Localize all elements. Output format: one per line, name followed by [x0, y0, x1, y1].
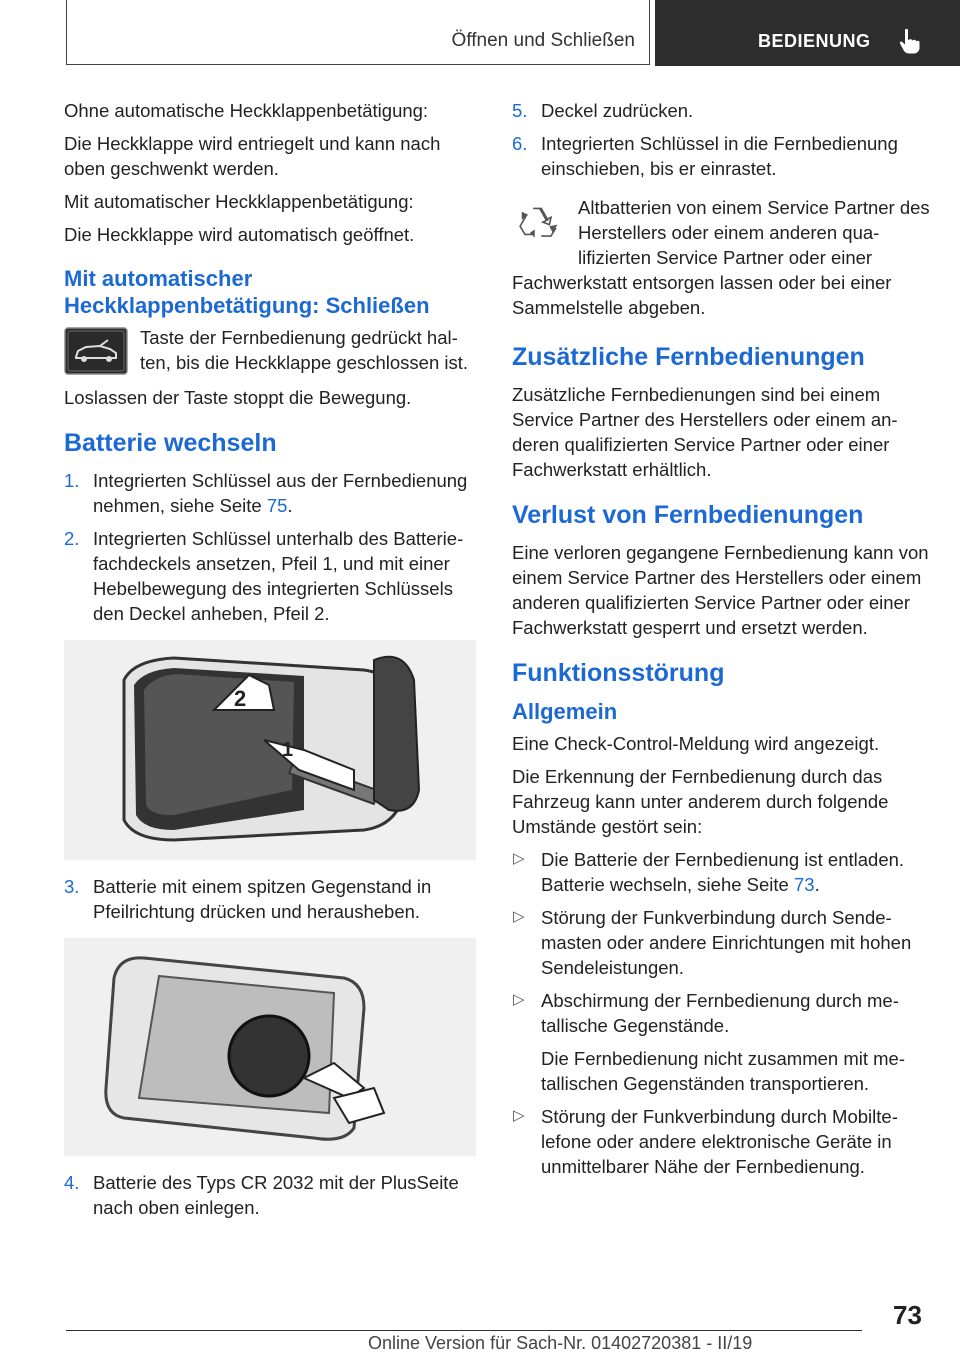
list-item: ▷ Die Batterie der Fernbedienung ist entladen. Batterie wechseln, siehe Seite 73.	[512, 847, 932, 897]
arrow-label: 2	[234, 686, 247, 711]
paragraph: Die Erkennung der Fernbedienung durch das Fahrzeug kann unter anderem durch folgende Umstände gestört sein:	[512, 766, 889, 837]
heading-extra-remotes: Zusätzliche Fernbedienungen	[512, 343, 865, 371]
triangle-bullet-icon: ▷	[513, 1107, 525, 1124]
note-text: Altbatterien von einem Service Partner des Herstellers oder einem anderen qualifizierten Service Partner oder einer Fachwerkstatt entsorgen lassen oder bei einer Sammelstelle abgeben.	[512, 197, 930, 318]
triangle-bullet-icon: ▷	[513, 908, 525, 925]
paragraph: Ohne automatische Heckklappenbetätigung:	[64, 100, 429, 121]
paragraph: Loslassen der Taste stoppt die Bewegung.	[64, 387, 412, 408]
list-number: 6.	[512, 133, 528, 154]
list-item	[64, 1170, 479, 1220]
list-subtext: Batterie wechseln, siehe Seite	[541, 874, 794, 895]
heading-lost-remotes: Verlust von Fernbedienungen	[512, 501, 864, 529]
note-recycling	[512, 195, 932, 320]
paragraph: Die Heckklappe wird entriegelt und kann nach oben geschwenkt werden.	[64, 133, 441, 179]
list-item	[64, 526, 479, 626]
right-column	[512, 98, 932, 1187]
page-link[interactable]: 75	[266, 495, 288, 516]
list-number: 1.	[64, 470, 80, 491]
paragraph: Mit automatischer Heckklappenbetätigung:	[64, 191, 414, 212]
heading-general: Allgemein	[512, 699, 618, 724]
chapter-tab	[655, 0, 960, 66]
list-number: 3.	[64, 876, 80, 897]
list-text: Batterie mit einem spitzen Gegenstand in Pfeilrichtung drücken und herausheben.	[93, 876, 432, 922]
list-text: Integrierten Schlüssel unterhalb des Batteriefachdeckels ansetzen, Pfeil 1, und mit einer Hebelbewegung des integrierten Schlüssels den Deckel anheben, Pfeil 2.	[93, 528, 464, 624]
list-text: Abschirmung der Fernbedienung durch metallische Gegenstände.	[541, 990, 899, 1036]
list-number: 4.	[64, 1172, 80, 1193]
list-number: 5.	[512, 100, 528, 121]
list-subtext: Die Fernbedienung nicht zusammen mit metallischen Gegenständen transportieren.	[541, 1048, 906, 1094]
figure-battery	[64, 938, 476, 1156]
list-item	[512, 98, 932, 123]
arrow-label: 1	[282, 739, 294, 761]
list-text: Die Batterie der Fernbedienung ist entladen.	[541, 849, 905, 870]
footer-version: Online Version für Sach-Nr. 01402720381 - II/19	[368, 1333, 753, 1353]
list-text: Störung der Funkverbindung durch Mobiltelefone oder andere elektronische Geräte in unmittelbarer Nähe der Fernbedienung.	[541, 1106, 898, 1177]
list-item	[512, 131, 932, 181]
list-item	[512, 1104, 932, 1179]
paragraph: Die Heckklappe wird automatisch geöffnet.	[64, 224, 415, 245]
list-item	[512, 988, 932, 1096]
heading-close-tailgate: Mit automatischer Heckklappenbetätigung: Schließen	[64, 266, 430, 318]
list-item: 1. Integrierten Schlüssel aus der Fernbedienung nehmen, siehe Seite 75.	[64, 470, 468, 516]
paragraph: Eine Check-Control-Meldung wird angezeigt.	[512, 733, 880, 754]
list-item	[512, 905, 932, 980]
list-item	[64, 874, 479, 924]
triangle-bullet-icon: ▷	[513, 850, 525, 867]
car-tailgate-button-icon	[64, 327, 128, 375]
section-tab	[66, 0, 650, 65]
list-text: Störung der Funkverbindung durch Sendemasten oder andere Einrichtungen mit hohen Sendeleistungen.	[541, 907, 912, 978]
left-column	[64, 98, 479, 1228]
paragraph: Zusätzliche Fernbedienungen sind bei einem Service Partner des Herstellers oder einem anderen qualifizierten Service Partner oder einer Fachwerkstatt erhältlich.	[512, 384, 898, 480]
footer-divider	[66, 1330, 862, 1331]
page-number: 73	[893, 1300, 922, 1330]
triangle-bullet-icon: ▷	[513, 991, 525, 1008]
section-title: Öffnen und Schließen	[451, 30, 635, 51]
recycling-icon	[512, 197, 564, 249]
list-number: 2.	[64, 528, 80, 549]
figure-key-cover	[64, 640, 476, 860]
list-text: Batterie des Typs CR 2032 mit der PlusSeite nach oben einlegen.	[93, 1172, 459, 1218]
chapter-title: BEDIENUNG	[758, 31, 871, 51]
heading-battery-change: Batterie wechseln	[64, 429, 277, 457]
key-cover-illustration	[64, 640, 476, 860]
list-text: Integrierten Schlüssel aus der Fernbedienung nehmen, siehe Seite	[93, 470, 468, 516]
page-header	[0, 0, 960, 66]
note-text: Taste der Fernbedienung gedrückt halten, bis die Heckklappe geschlossen ist.	[140, 327, 469, 373]
heading-malfunction: Funktionsstörung	[512, 659, 725, 687]
hand-pointer-icon	[895, 27, 923, 55]
page-link[interactable]: 73	[793, 874, 815, 895]
note-close-tailgate	[64, 325, 479, 379]
list-text: Deckel zudrücken.	[541, 100, 694, 121]
battery-illustration	[64, 938, 476, 1156]
list-text: Integrierten Schlüssel in die Fernbedienung einschieben, bis er einrastet.	[541, 133, 898, 179]
paragraph: Eine verloren gegangene Fernbedienung kann von einem Service Partner des Herstellers oder einem anderen qualifizierten Service Partner oder einer Fachwerkstatt gesperrt und ersetzt werden.	[512, 542, 929, 638]
